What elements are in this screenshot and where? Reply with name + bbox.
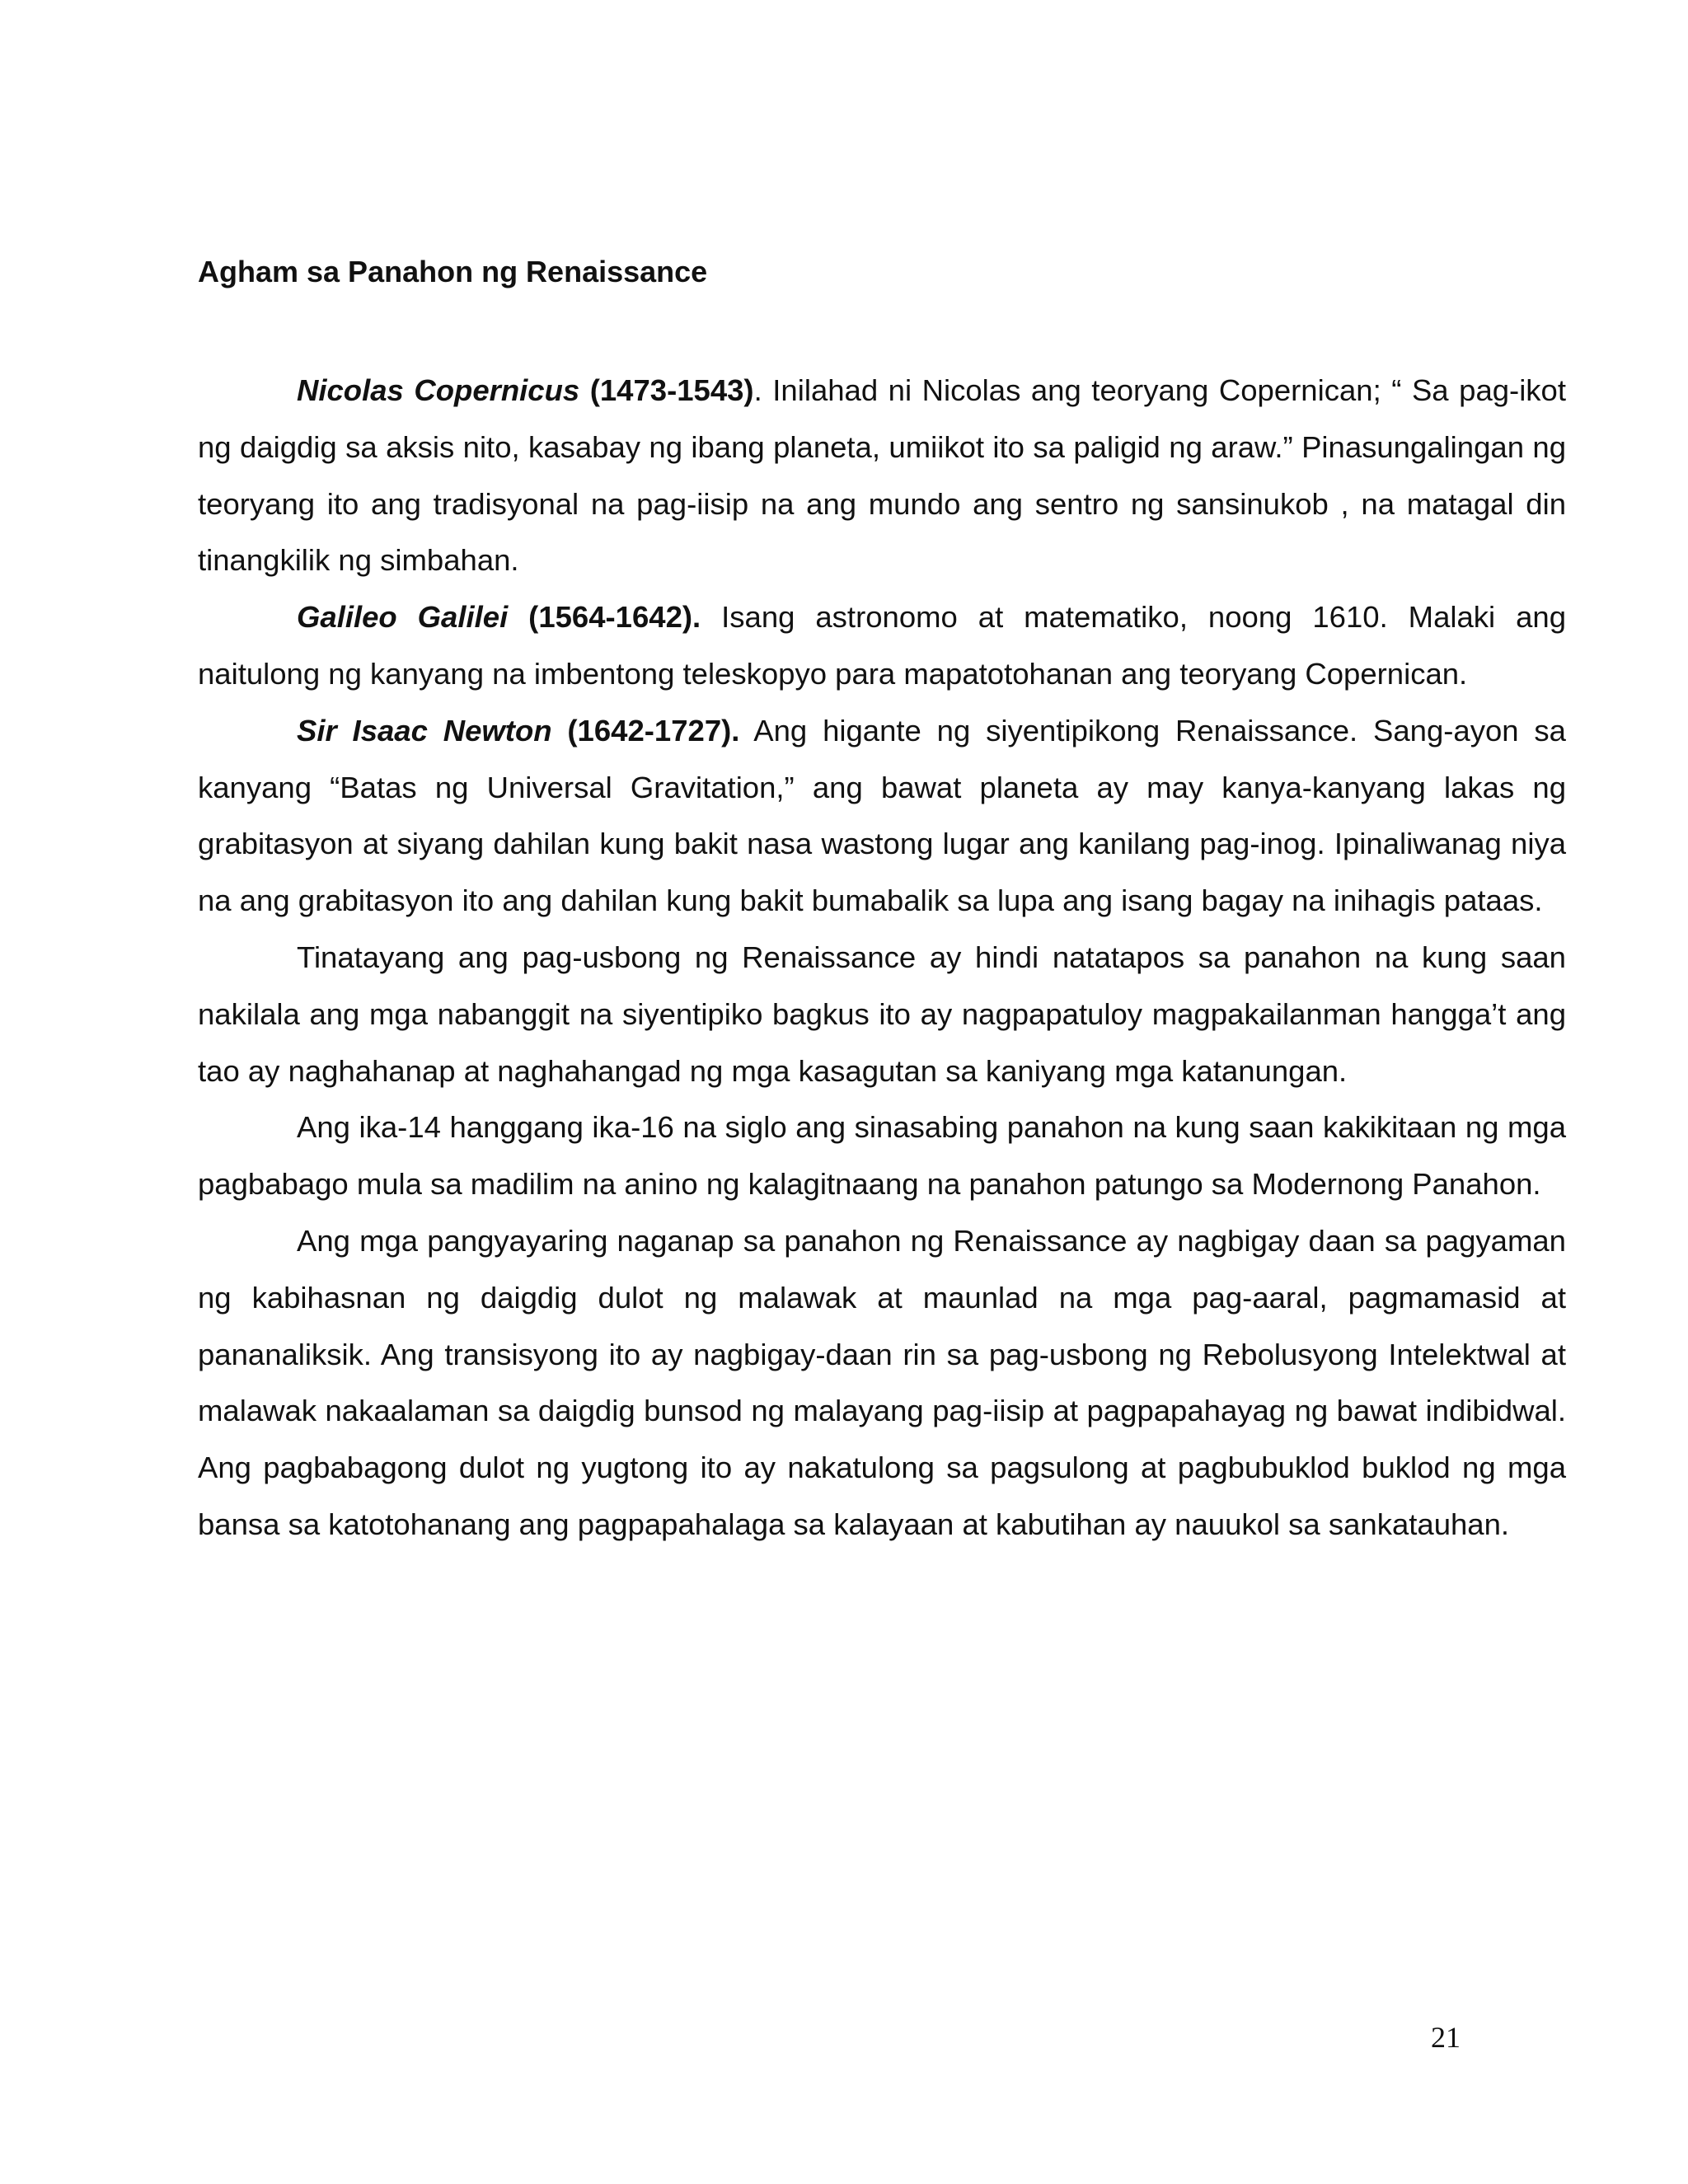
section-heading: Agham sa Panahon ng Renaissance (198, 255, 708, 288)
scientist-years: (1642-1727). (551, 713, 740, 748)
paragraph-newton (198, 703, 1566, 930)
paragraph-galileo (198, 589, 1566, 703)
page-number: 21 (1431, 2021, 1461, 2054)
scientist-name: Galileo Galilei (297, 600, 509, 635)
scientist-heading (297, 600, 701, 634)
scientist-years: (1564-1642). (508, 600, 701, 635)
paragraph-renaissance-impact (198, 1213, 1566, 1554)
scientist-heading (297, 714, 739, 748)
paragraph-text: Ang mga pangyayaring naganap sa panahon ng Renaissance ay nagbigay daan sa pagyaman ng kabihasnan ng daigdig dulot ng malawak at maunlad na mga pag-aaral, pagmamasid at pananaliksik. Ang transisyong ito ay nagbigay-daan rin sa pag-usbong ng Rebolusyong Intelektwal at malawak nakaalaman sa daigdig bunsod ng malayang pag-iisip at pagpapahayag ng bawat indibidwal. Ang pagbabagong dulot ng yugtong ito ay nakatulong sa pagsulong at pagbubuklod buklod ng mga bansa sa katotohanang ang pagpapahalaga sa kalayaan at kabutihan ay nauukol sa sankatauhan. (198, 1223, 1566, 1541)
scientist-name: Sir Isaac Newton (297, 713, 552, 748)
paragraph-text: Isang astronomo at matematiko, noong 1610. Malaki ang naitulong ng kanyang na imbentong teleskopyo para mapatotohanan ang teoryang Copernican. (198, 600, 1566, 691)
paragraph-renaissance-continuity (198, 930, 1566, 1099)
paragraph-text: Ang higante ng siyentipikong Renaissance. Sang-ayon sa kanyang “Batas ng Universal Gravitation,” ang bawat planeta ay may kanya-kanyang lakas ng grabitasyon at siyang dahilan kung bakit nasa wastong lugar ang kanilang pag-inog. Ipinaliwanag niya na ang grabitasyon ito ang dahilan kung bakit bumabalik sa lupa ang isang bagay na inihagis pataas. (198, 713, 1566, 918)
scientist-years: (1473-1543) (579, 373, 754, 407)
paragraph-renaissance-period (198, 1099, 1566, 1213)
body-text (198, 363, 1566, 1554)
paragraph-text: . Inilahad ni Nicolas ang teoryang Copernican; “ Sa pag-ikot ng daigdig sa aksis nito, kasabay ng ibang planeta, umiikot ito sa paligid ng araw.” Pinasungalingan ng teoryang ito ang tradisyonal na pag-iisip na ang mundo ang sentro ng sansinukob , na matagal din tinangkilik ng simbahan. (198, 373, 1566, 578)
paragraph-text: Tinatayang ang pag-usbong ng Renaissance ay hindi natatapos sa panahon na kung saan nakilala ang mga nabanggit na siyentipiko bagkus ito ay nagpapatuloy magpakailanman hangga’t ang tao ay naghahanap at naghahangad ng mga kasagutan sa kaniyang mga katanungan. (198, 940, 1566, 1088)
scientist-heading (297, 373, 754, 407)
paragraph-copernicus (198, 363, 1566, 589)
scientist-name: Nicolas Copernicus (297, 373, 580, 407)
paragraph-text: Ang ika-14 hanggang ika-16 na siglo ang sinasabing panahon na kung saan kakikitaan ng mga pagbabago mula sa madilim na anino ng kalagitnaang na panahon patungo sa Modernong Panahon. (198, 1110, 1566, 1202)
